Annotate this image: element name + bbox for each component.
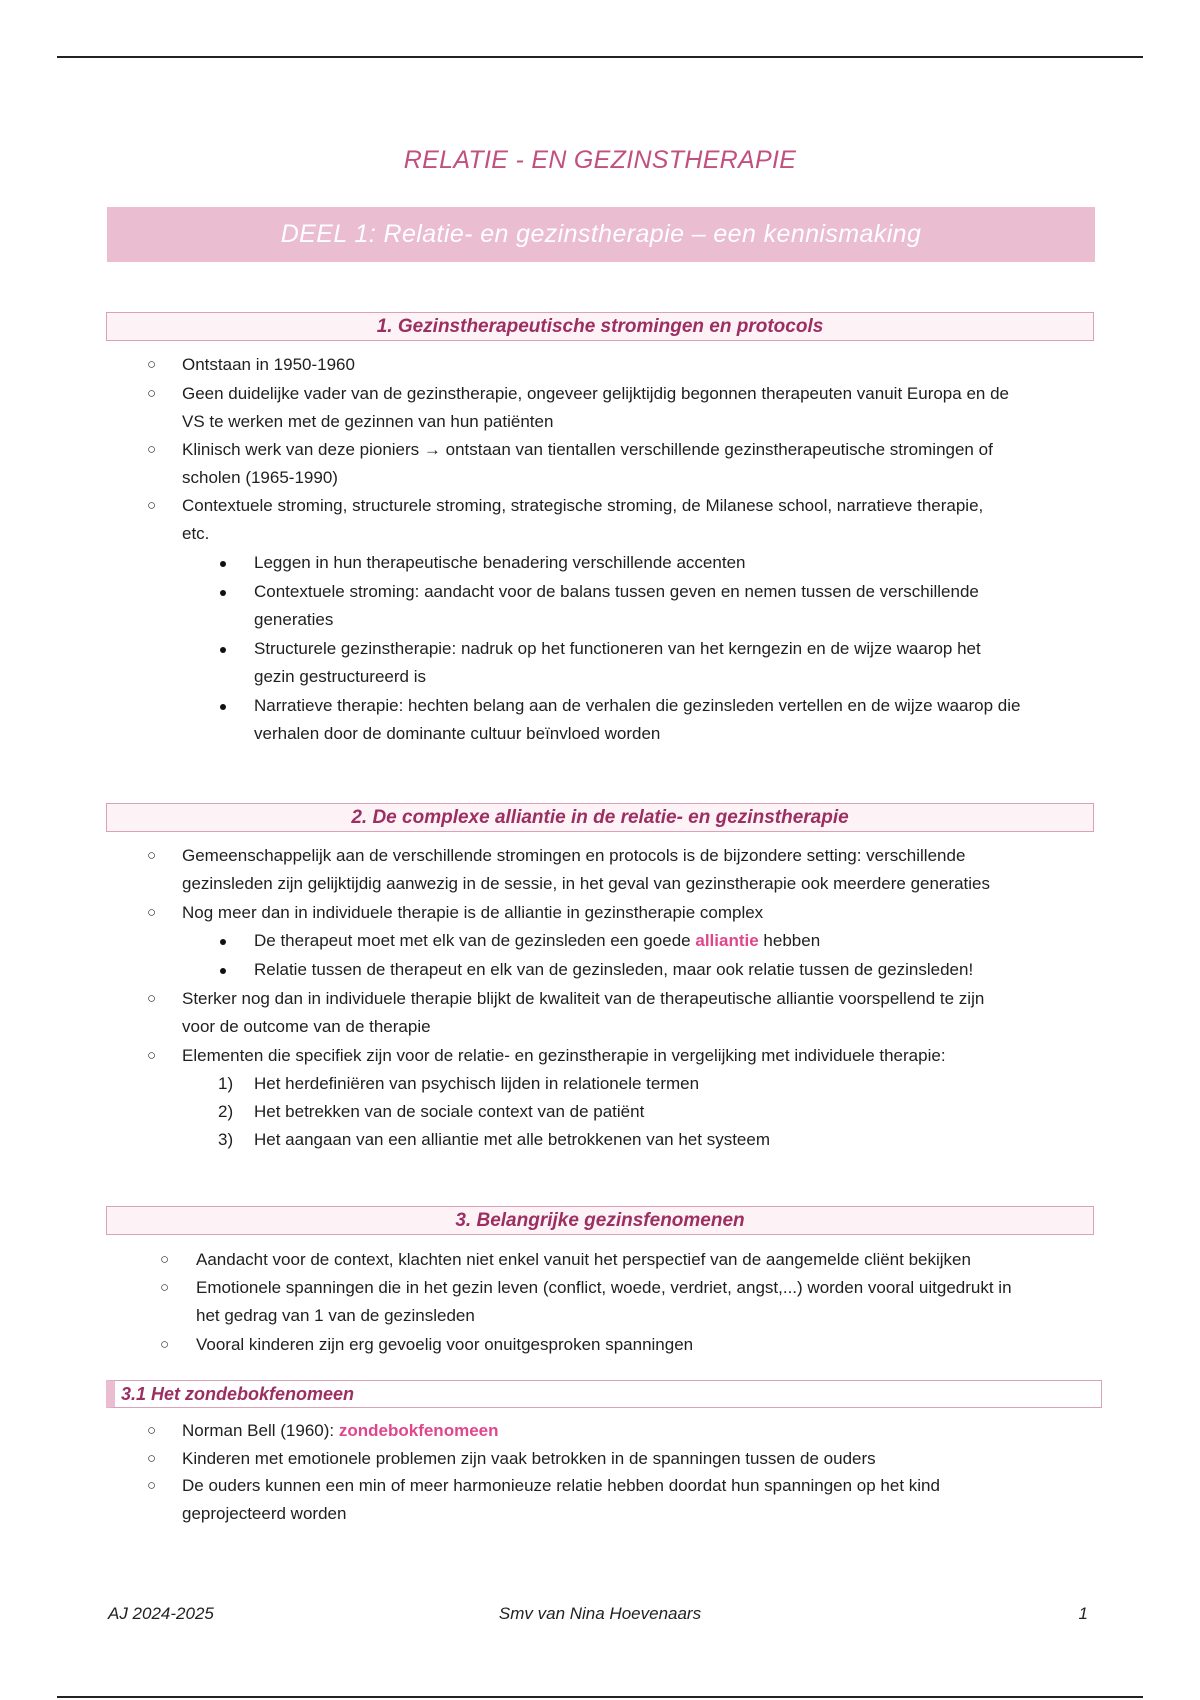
part-banner: DEEL 1: Relatie- en gezinstherapie – een kennismaking xyxy=(107,207,1095,262)
footer-academic-year: AJ 2024-2025 xyxy=(108,1604,214,1623)
list-number: 3) xyxy=(218,1130,234,1149)
list-item: Klinisch werk van deze pioniers → ontstaan van tientallen verschillende gezinstherapeutische stromingen of scholen (1965-1990) xyxy=(182,440,993,487)
list-item: Gemeenschappelijk aan de verschillende stromingen en protocols is de bijzondere setting: verschillende gezinsleden zijn gelijktijdig aanwezig in de sessie, in het geval van gezinstherapie ook meerdere generaties xyxy=(182,846,990,893)
list-marker: ○ xyxy=(147,1450,157,1467)
list-item: Geen duidelijke vader van de gezinstherapie, ongeveer gelijktijdig begonnen therapeuten vanuit Europa en de VS te werken met de gezinnen van hun patiënten xyxy=(182,384,1009,431)
footer-rule xyxy=(57,1696,1143,1698)
list-item: Elementen die specifiek zijn voor de relatie- en gezinstherapie in vergelijking met individuele therapie: xyxy=(182,1046,946,1065)
sub-list-item: De therapeut moet met elk van de gezinsleden een goede alliantie hebben xyxy=(254,931,821,950)
sub-list-item: Contextuele stroming: aandacht voor de balans tussen geven en nemen tussen de verschillende generaties xyxy=(254,582,979,629)
list-item: Kinderen met emotionele problemen zijn vaak betrokken in de spanningen tussen de ouders xyxy=(182,1449,876,1468)
list-marker: ○ xyxy=(147,1477,157,1494)
list-number: 2) xyxy=(218,1102,234,1121)
list-marker: ○ xyxy=(147,497,157,514)
list-marker: ○ xyxy=(147,847,157,864)
list-marker: ○ xyxy=(147,1047,157,1064)
highlight-term: zondebokfenomeen xyxy=(338,1421,499,1440)
list-marker: ○ xyxy=(160,1336,170,1353)
section-heading-2: 2. De complexe alliantie in de relatie- en gezinstherapie xyxy=(106,803,1094,832)
list-item: Emotionele spanningen die in het gezin leven (conflict, woede, verdriet, angst,...) worden vooral uitgedrukt in het gedrag van 1 van de gezinsleden xyxy=(196,1278,1012,1325)
document-title: RELATIE - EN GEZINSTHERAPIE xyxy=(403,146,797,174)
list-marker: ○ xyxy=(147,1422,157,1439)
sub-list-item: Leggen in hun therapeutische benadering verschillende accenten xyxy=(254,553,746,572)
bullet-icon xyxy=(220,590,226,596)
list-number: 1) xyxy=(218,1074,234,1093)
sub-list-item: Narratieve therapie: hechten belang aan de verhalen die gezinsleden vertellen en de wijze waarop die verhalen door de dominante cultuur beïnvloed worden xyxy=(254,696,1021,743)
bullet-icon xyxy=(220,704,226,710)
list-item: Vooral kinderen zijn erg gevoelig voor onuitgesproken spanningen xyxy=(196,1335,694,1354)
sub-list-item: Relatie tussen de therapeut en elk van de gezinsleden, maar ook relatie tussen de gezinsleden! xyxy=(254,960,974,979)
list-item: Ontstaan in 1950-1960 xyxy=(182,355,355,374)
list-item: De ouders kunnen een min of meer harmonieuze relatie hebben doordat hun spanningen op het kind geprojecteerd worden xyxy=(182,1476,940,1523)
numbered-item: Het betrekken van de sociale context van de patiënt xyxy=(254,1102,645,1121)
subsection-heading: 3.1 Het zondebokfenomeen xyxy=(106,1380,1102,1408)
list-item: Nog meer dan in individuele therapie is de alliantie in gezinstherapie complex xyxy=(182,903,764,922)
bullet-icon xyxy=(220,647,226,653)
list-marker: ○ xyxy=(147,356,157,373)
numbered-item: Het herdefiniëren van psychisch lijden in relationele termen xyxy=(254,1074,700,1093)
list-marker: ○ xyxy=(147,441,157,458)
list-item: Norman Bell (1960): zondebokfenomeen xyxy=(182,1421,499,1440)
section-heading-1: 1. Gezinstherapeutische stromingen en protocols xyxy=(106,312,1094,341)
list-item: Aandacht voor de context, klachten niet enkel vanuit het perspectief van de aangemelde cliënt bekijken xyxy=(196,1250,971,1269)
bullet-icon xyxy=(220,968,226,974)
list-marker: ○ xyxy=(147,990,157,1007)
highlight-term: alliantie xyxy=(695,931,759,950)
sub-list-item: Structurele gezinstherapie: nadruk op het functioneren van het kerngezin en de wijze waarop het gezin gestructureerd is xyxy=(254,639,981,686)
list-marker: ○ xyxy=(160,1251,170,1268)
section-heading-3: 3. Belangrijke gezinsfenomenen xyxy=(106,1206,1094,1235)
footer-author: Smv van Nina Hoevenaars xyxy=(498,1604,702,1623)
footer-page-number: 1 xyxy=(1078,1604,1088,1623)
header-rule xyxy=(57,56,1143,58)
list-marker: ○ xyxy=(147,904,157,921)
list-item: Contextuele stroming, structurele stroming, strategische stroming, de Milanese school, narratieve therapie, etc. xyxy=(182,496,984,543)
list-item: Sterker nog dan in individuele therapie blijkt de kwaliteit van de therapeutische alliantie voorspellend te zijn voor de outcome van de therapie xyxy=(182,989,985,1036)
bullet-icon xyxy=(220,561,226,567)
numbered-item: Het aangaan van een alliantie met alle betrokkenen van het systeem xyxy=(254,1130,770,1149)
list-marker: ○ xyxy=(147,385,157,402)
bullet-icon xyxy=(220,939,226,945)
list-marker: ○ xyxy=(160,1279,170,1296)
